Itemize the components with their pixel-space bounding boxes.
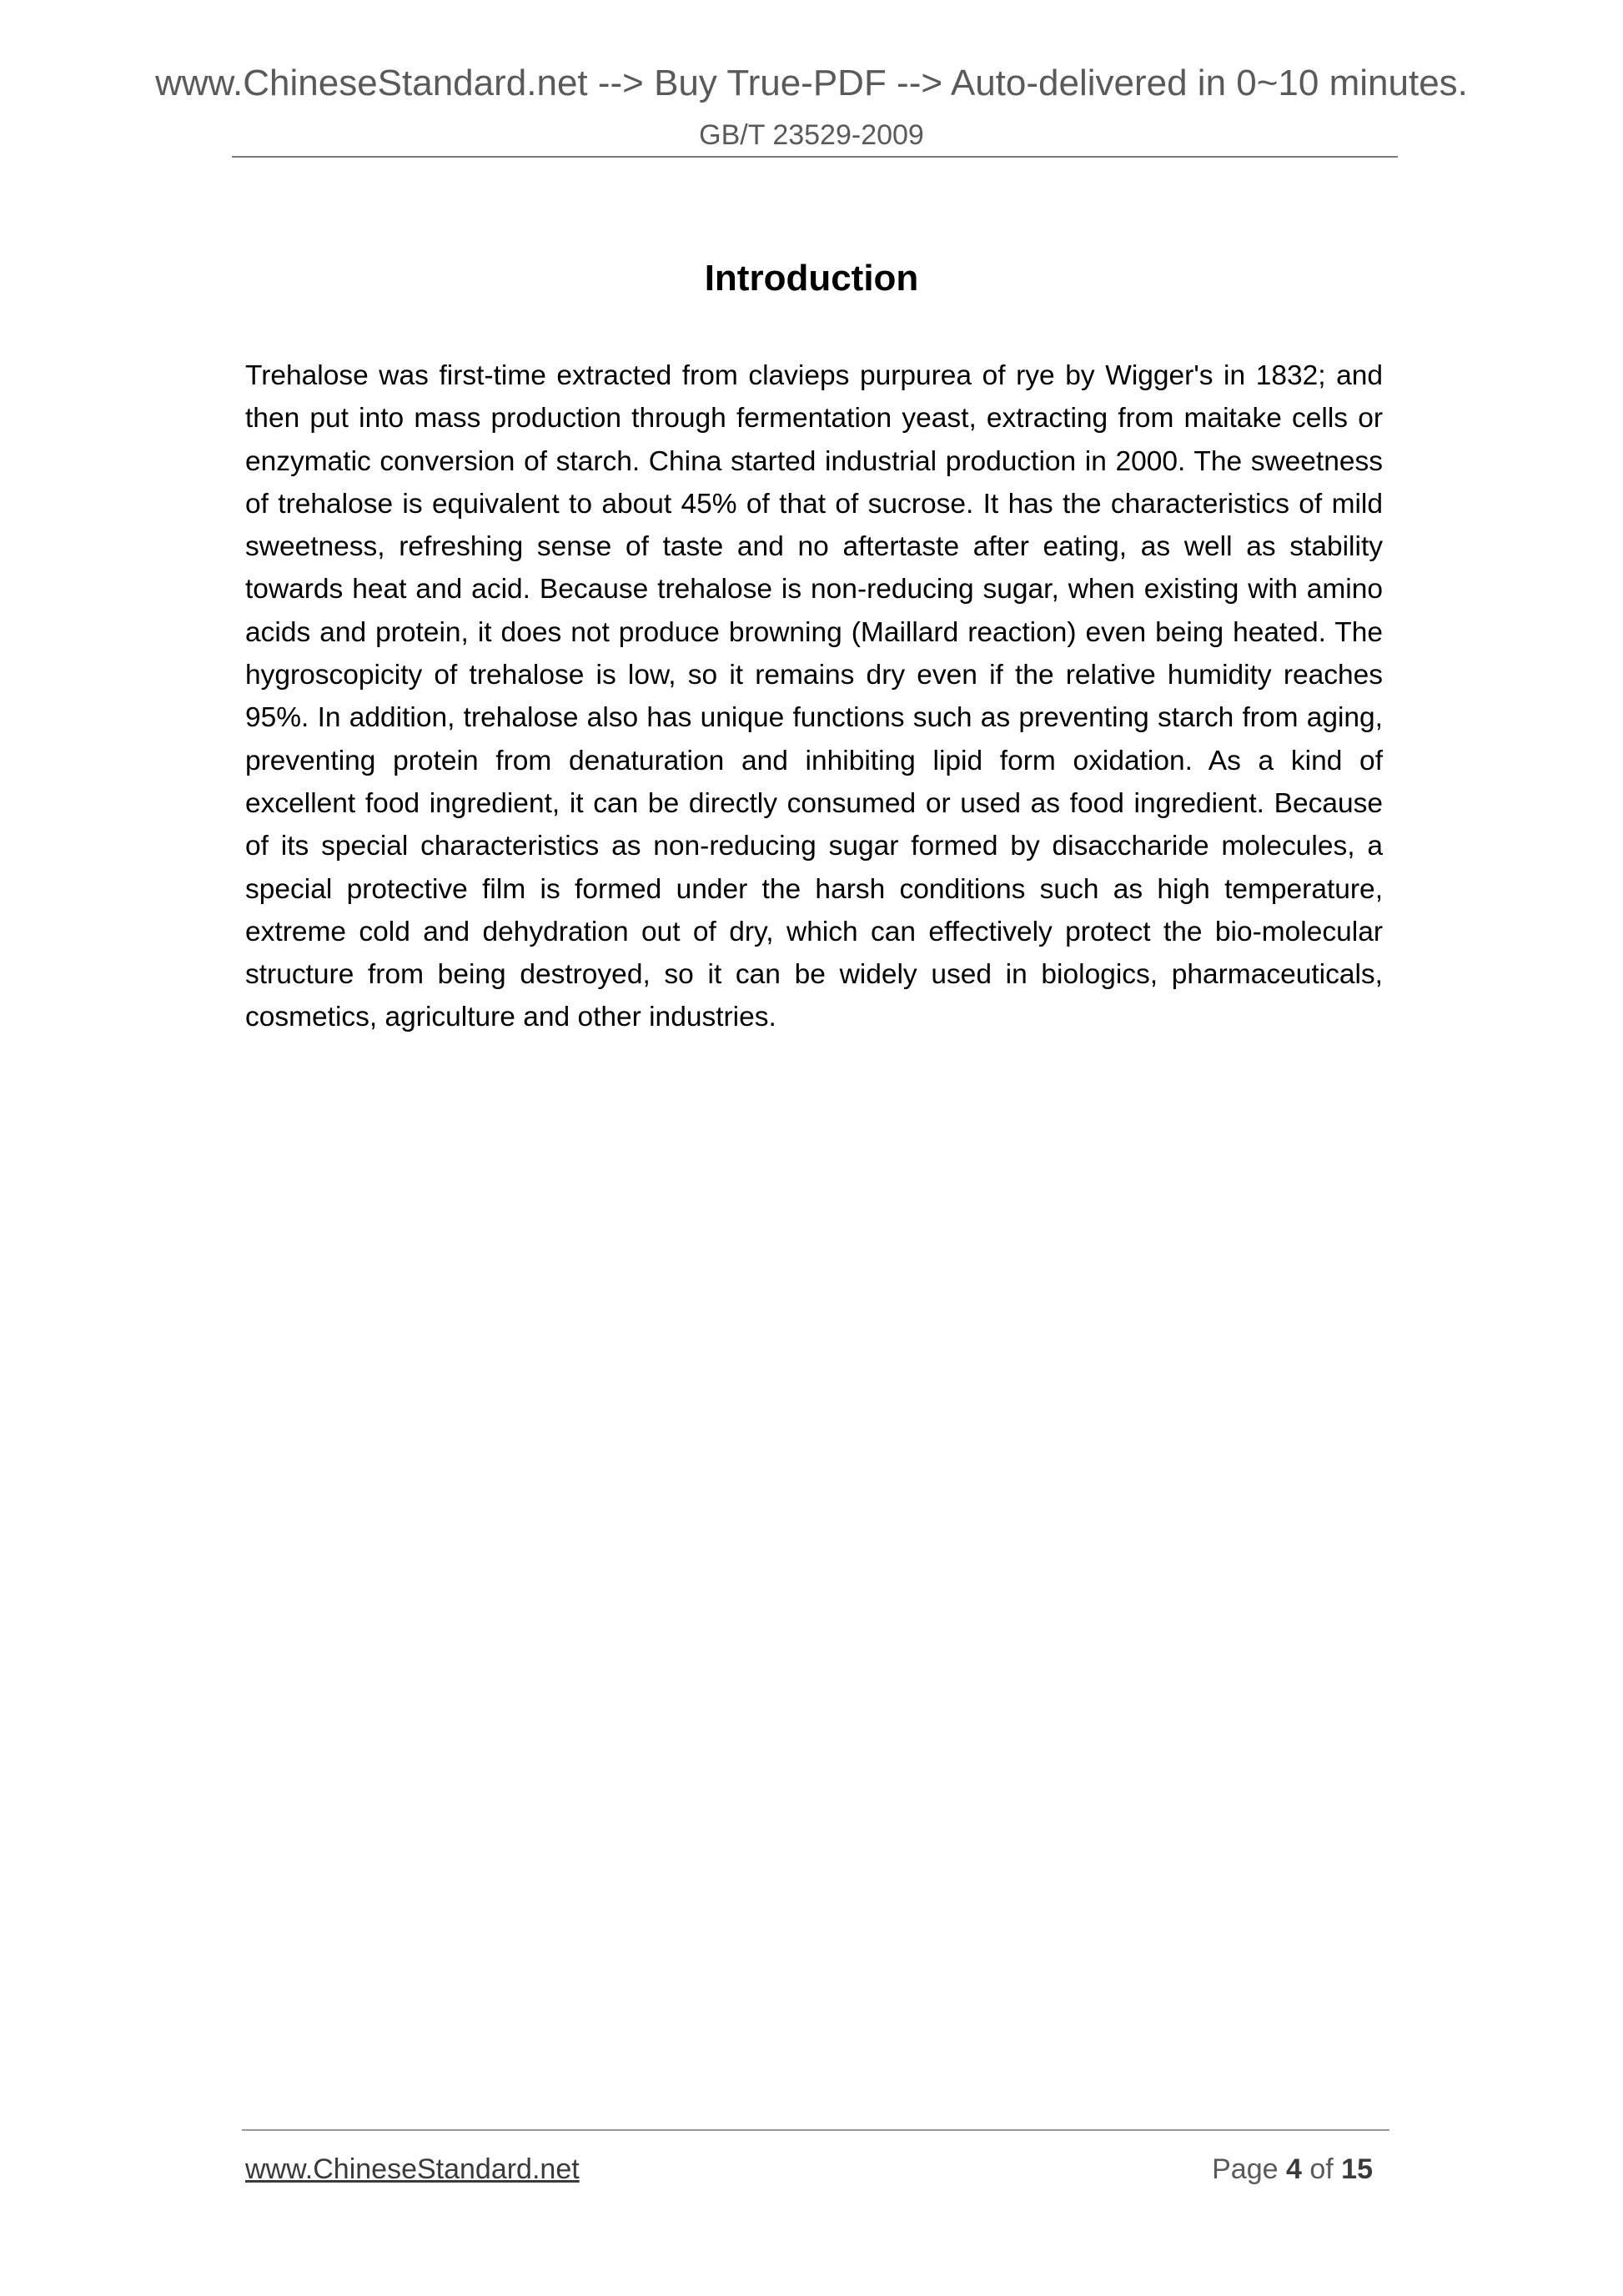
page-of: of (1309, 2153, 1334, 2185)
page-prefix: Page (1212, 2153, 1279, 2185)
footer-divider (242, 2129, 1389, 2131)
footer-website-link[interactable]: www.ChineseStandard.net (245, 2153, 580, 2185)
header-banner: www.ChineseStandard.net --> Buy True-PDF --> Auto-delivered in 0~10 minutes. (155, 63, 1468, 103)
page-current: 4 (1285, 2153, 1302, 2185)
page-total: 15 (1341, 2153, 1373, 2185)
introduction-paragraph: Trehalose was first-time extracted from clavieps purpurea of rye by Wigger's in 1832; and then put into mass production through fermentation yeast, extracting from maitake cells or enzymatic conversion of starch. China started industrial production in 2000. The sweetness of trehalose is equivalent to about 45% of that of sucrose. It has the characteristics of mild sweetness, refreshing sense of taste and no aftertaste after eating, as well as stability towards heat and acid. Because trehalose is non-reducing sugar, when existing with amino acids and protein, it does not produce browning (Maillard reaction) even being heated. The hygroscopicity of trehalose is low, so it remains dry even if the relative humidity reaches 95%. In addition, trehalose also has unique functions such as preventing starch from aging, preventing protein from denaturation and inhibiting lipid form oxidation. As a kind of excellent food ingredient, it can be directly consumed or used as food ingredient. Because of its special characteristics as non-reducing sugar formed by disaccharide molecules, a special protective film is formed under the harsh conditions such as high temperature, extreme cold and dehydration out of dry, which can effectively protect the bio-molecular structure from being destroyed, so it can be widely used in biologics, pharmaceuticals, cosmetics, agriculture and other industries. (245, 360, 1383, 1033)
page-number (1212, 2153, 1373, 2187)
header-divider (232, 156, 1398, 158)
page-title: Introduction (704, 258, 919, 299)
standard-code: GB/T 23529-2009 (699, 119, 924, 151)
